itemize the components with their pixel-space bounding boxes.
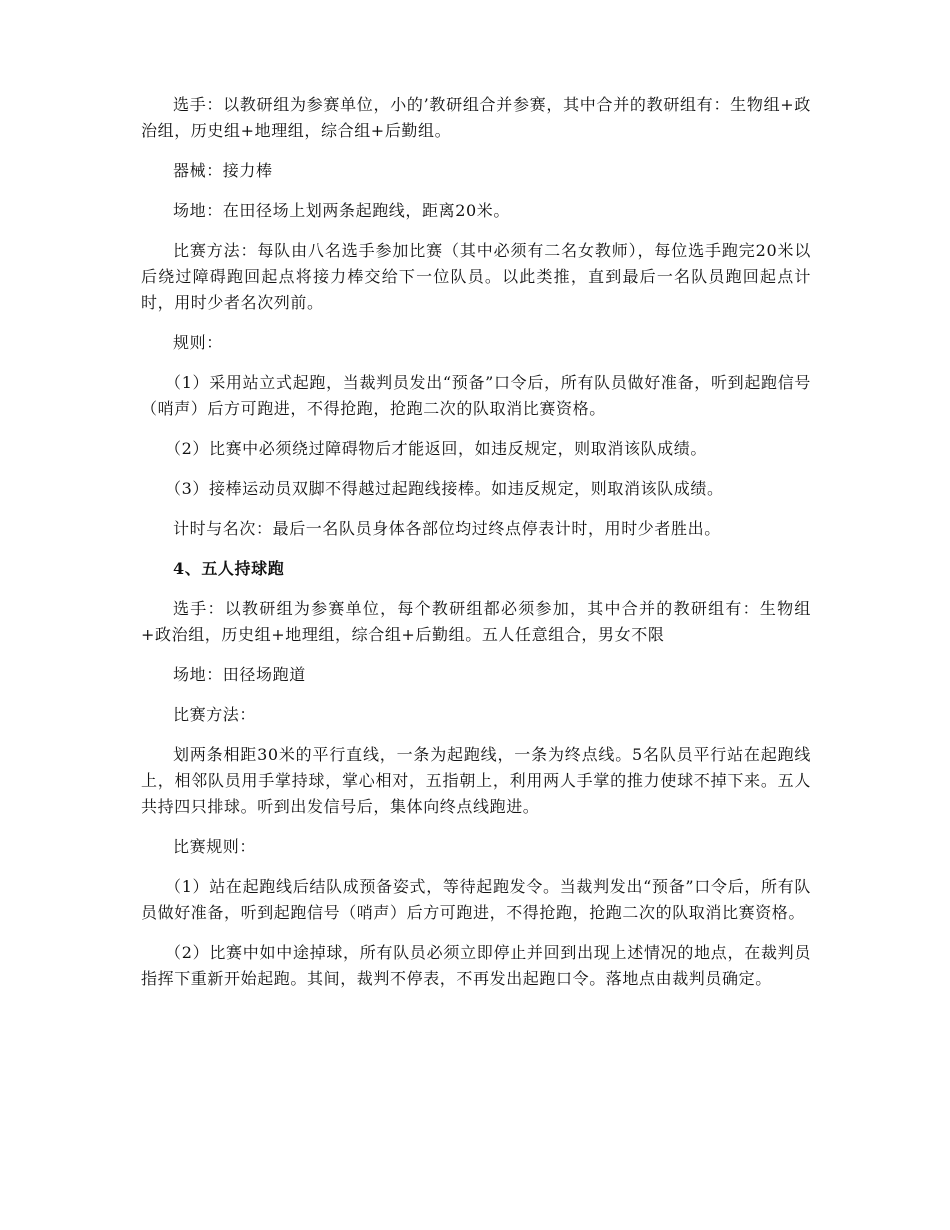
paragraph-relay-rule-2: （2）比赛中必须绕过障碍物后才能返回，如违反规定，则取消该队成绩。 — [165, 439, 707, 458]
paragraph-ball-run-participants: 选手：以教研组为参赛单位，每个教研组都必须参加，其中合并的教研组有：生物组+政治组，历史组+地理组，综合组+后勤组。五人任意组合，男女不限 — [141, 599, 811, 644]
paragraph-relay-rules-title: 规则： — [173, 333, 223, 352]
section-heading-ball-run: 4、五人持球跑 — [173, 559, 285, 578]
paragraph-ball-run-method-title: 比赛方法： — [173, 705, 257, 724]
paragraph-relay-participants: 选手：以教研组为参赛单位，小的’教研组合并参赛，其中合并的教研组有：生物组+政治组，历史组+地理组，综合组+后勤组。 — [141, 95, 811, 140]
paragraph-ball-run-rule-2: （2）比赛中如中途掉球，所有队员必须立即停止并回到出现上述情况的地点，在裁判员指挥下重新开始起跑。其间，裁判不停表，不再发出起跑口令。落地点由裁判员确定。 — [141, 943, 811, 988]
paragraph-relay-equipment: 器械：接力棒 — [173, 161, 273, 180]
paragraph-relay-timing: 计时与名次：最后一名队员身体各部位均过终点停表计时，用时少者胜出。 — [173, 519, 721, 538]
paragraph-ball-run-rule-1: （1）站在起跑线后结队成预备姿式，等待起跑发令。当裁判发出“预备”口令后，所有队员做好准备，听到起跑信号（哨声）后方可跑进，不得抢跑，抢跑二次的队取消比赛资格。 — [141, 877, 811, 922]
document-body — [141, 92, 811, 1006]
paragraph-relay-rule-3: （3）接棒运动员双脚不得越过起跑线接棒。如违反规定，则取消该队成绩。 — [165, 479, 724, 498]
paragraph-ball-run-method: 划两条相距30米的平行直线，一条为起跑线，一条为终点线。5名队员平行站在起跑线上，相邻队员用手掌持球，掌心相对，五指朝上，利用两人手掌的推力使球不掉下来。五人共持四只排球。听到出发信号后，集体向终点线跑进。 — [141, 745, 811, 816]
paragraph-ball-run-rules-title: 比赛规则： — [173, 837, 257, 856]
paragraph-relay-rule-1: （1）采用站立式起跑，当裁判员发出“预备”口令后，所有队员做好准备，听到起跑信号（哨声）后方可跑进，不得抢跑，抢跑二次的队取消比赛资格。 — [141, 373, 811, 418]
paragraph-ball-run-venue: 场地：田径场跑道 — [173, 665, 306, 684]
paragraph-relay-venue: 场地：在田径场上划两条起跑线，距离20米。 — [173, 201, 510, 220]
paragraph-relay-method: 比赛方法：每队由八名选手参加比赛（其中必须有二名女教师），每位选手跑完20米以后绕过障碍跑回起点将接力棒交给下一位队员。以此类推，直到最后一名队员跑回起点计时，用时少者名次列前。 — [141, 241, 811, 312]
